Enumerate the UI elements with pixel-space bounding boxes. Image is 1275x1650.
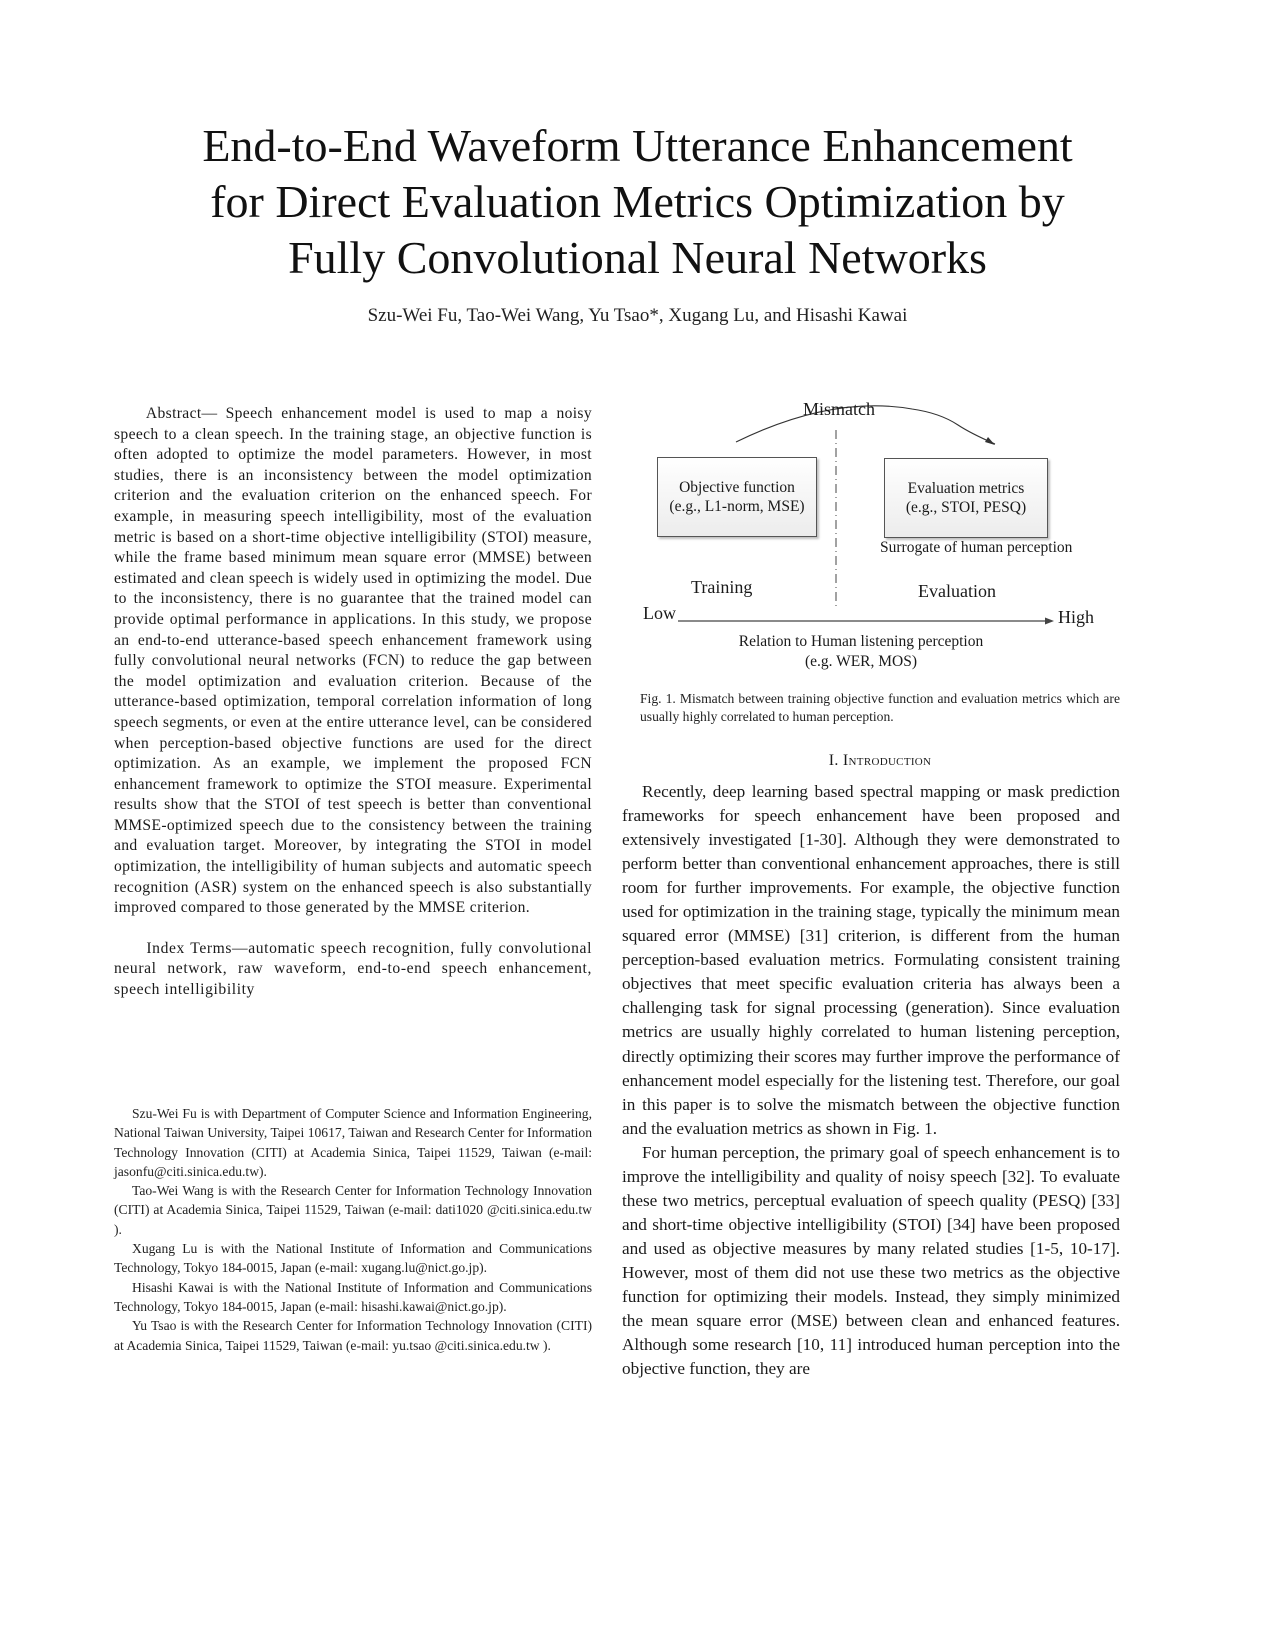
evaluation-metrics-examples: (e.g., STOI, PESQ)	[905, 499, 1027, 516]
mismatch-label: Mismatch	[803, 399, 875, 419]
objective-function-examples: (e.g., L1-norm, MSE)	[669, 498, 805, 515]
footnote-lu: Xugang Lu is with the National Institute of Information and Communications Technology, Tokyo 184-0015, Japan (e-mail: xugang.lu@nict.go.jp).	[114, 1241, 592, 1276]
footnote-tsao: Yu Tsao is with the Research Center for Information Technology Innovation (CITI) at Academia Sinica, Taipei 11529, Taiwan (e-mail: yu.tsao @citi.sinica.edu.tw ).	[114, 1318, 592, 1353]
index-terms-text: automatic speech recognition, fully convolutional neural network, raw waveform, end-to-end speech enhancement, speech intelligibility	[114, 939, 592, 999]
training-label: Training	[691, 577, 753, 597]
evaluation-metrics-box	[884, 458, 1048, 538]
arrowhead-icon	[985, 437, 995, 445]
index-terms	[114, 939, 592, 1001]
footnote-wang: Tao-Wei Wang is with the Research Center for Information Technology Innovation (CITI) at Academia Sinica, Taipei 11529, Taiwan (e-mail: dati1020 @citi.sinica.edu.tw ).	[114, 1183, 592, 1237]
paper-title	[100, 118, 1175, 286]
high-label: High	[1058, 607, 1094, 627]
abstract	[114, 404, 592, 919]
left-column	[114, 404, 592, 1001]
title-line-2: for Direct Evaluation Metrics Optimization by	[210, 176, 1065, 227]
title-line-3: Fully Convolutional Neural Networks	[288, 232, 987, 283]
axis-arrowhead-icon	[1045, 618, 1054, 625]
figure-1-caption: Fig. 1. Mismatch between training objective function and evaluation metrics which are usually highly correlated to human perception.	[640, 691, 1120, 724]
author-list: Szu-Wei Fu, Tao-Wei Wang, Yu Tsao*, Xugang Lu, and Hisashi Kawai	[367, 305, 908, 326]
evaluation-label: Evaluation	[918, 581, 996, 601]
footnote-fu: Szu-Wei Fu is with Department of Computer Science and Information Engineering, National Taiwan University, Taipei 10617, Taiwan and Research Center for Information Technology Innovation (CITI) at Academia Sinica, Taipei 11529, Taiwan (e-mail: jasonfu@citi.sinica.edu.tw).	[114, 1106, 592, 1179]
evaluation-metrics-title: Evaluation metrics	[907, 480, 1025, 497]
section-heading-introduction	[640, 752, 1120, 770]
index-terms-indent	[114, 940, 146, 957]
author-footnotes	[114, 1104, 592, 1355]
abstract-indent	[114, 405, 146, 422]
section-number: I.	[828, 752, 843, 769]
index-terms-label: Index Terms—	[146, 939, 249, 957]
abstract-label: Abstract—	[145, 405, 218, 422]
figure-1-mismatch-diagram	[640, 395, 1120, 695]
intro-paragraph-2: For human perception, the primary goal of speech enhancement is to improve the intelligibility and quality of noisy speech [32]. To evaluate these two metrics, perceptual evaluation of speech quality (PESQ) [33] and short-time objective intelligibility (STOI) [34] have been proposed and used as objective measures by many related studies [1-5, 10-17]. However, most of them did not use these two metrics as the objective function for optimizing their models. Instead, they simply minimized the mean square error (MSE) between clean and enhanced features. Although some research [10, 11] introduced human perception into the objective function, they are	[622, 1142, 1120, 1379]
footnote-kawai: Hisashi Kawai is with the National Institute of Information and Communications Technology, Tokyo 184-0015, Japan (e-mail: hisashi.kawai@nict.go.jp).	[114, 1279, 592, 1314]
objective-function-box	[657, 457, 817, 537]
introduction-body	[622, 780, 1120, 1381]
surrogate-label: Surrogate of human perception	[880, 539, 1073, 556]
axis-label-examples: (e.g. WER, MOS)	[804, 653, 918, 670]
abstract-text: Speech enhancement model is used to map a noisy speech to a clean speech. In the training stage, an objective function is often adopted to optimize the model parameters. However, in most studies, there is an inconsistency between the model optimization criterion and the evaluation criterion on the enhanced speech. For example, in measuring speech intelligibility, most of the evaluation metric is based on a short-time objective intelligibility (STOI) measure, while the frame based minimum mean square error (MMSE) between estimated and clean speech is widely used in optimizing the model. Due to the inconsistency, there is no guarantee that the trained model can provide optimal performance in applications. In this study, we propose an end-to-end utterance-based speech enhancement framework using fully convolutional neural networks (FCN) to reduce the gap between the model optimization and evaluation criterion. Because of the utterance-based optimization, temporal correlation information of long speech segments, or even at the entire utterance level, can be considered when perception-based objective functions are used for the direct optimization. As an example, we implement the proposed FCN enhancement framework to optimize the STOI measure. Experimental results show that the STOI of test speech is better than conventional MMSE-optimized speech due to the consistency between the training and evaluation target. Moreover, by integrating the STOI in model optimization, the intelligibility of human subjects and automatic speech recognition (ASR) system on the enhanced speech is also substantially improved compared to those generated by the MMSE criterion.	[114, 405, 592, 917]
intro-paragraph-1: Recently, deep learning based spectral mapping or mask prediction frameworks for speech enhancement have been proposed and extensively investigated [1-30]. Although they were demonstrated to perform better than conventional enhancement approaches, there is still room for further improvements. For example, the objective function used for optimization in the training stage, typically the minimum mean squared error (MMSE) [31] criterion, is different from the human perception-based evaluation metrics. Formulating consistent training objectives that meet specific evaluation criteria has always been a challenging task for signal processing (generation). Since evaluation metrics are usually highly correlated to human listening perception, directly optimizing their scores may further improve the performance of enhancement model especially for the listening test. Therefore, our goal in this paper is to solve the mismatch between the objective function and the evaluation metrics as shown in Fig. 1.	[622, 782, 1120, 1138]
right-column	[640, 395, 1120, 695]
objective-function-title: Objective function	[679, 479, 795, 496]
section-title: Introduction	[842, 752, 932, 769]
low-label: Low	[643, 603, 676, 623]
axis-label: Relation to Human listening perception	[738, 633, 984, 650]
title-line-1: End-to-End Waveform Utterance Enhancement	[202, 120, 1073, 171]
